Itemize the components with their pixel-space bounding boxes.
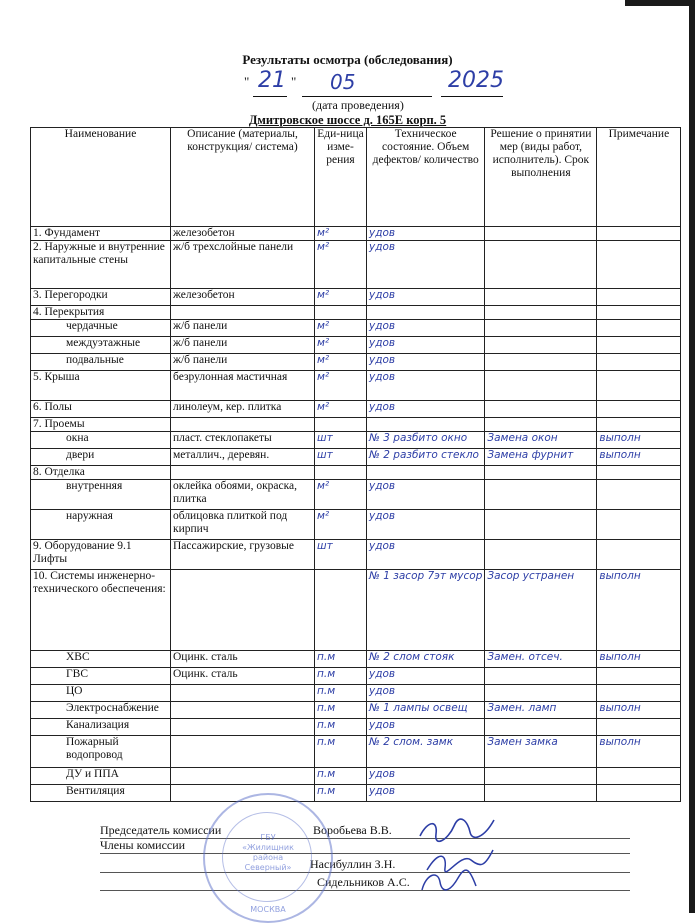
row-decision [485,241,597,289]
row-condition: удов [367,510,485,540]
row-unit: м² [315,337,367,354]
organization-stamp [203,793,333,923]
row-condition: удов [367,685,485,702]
header-note: Примечание [597,128,681,227]
date-year: 2025 [448,68,504,93]
row-name: 1. Фундамент [31,227,171,241]
row-name: Электроснабжение [31,702,171,719]
row-unit: м² [315,354,367,371]
row-unit [315,466,367,480]
header-decision: Решение о принятии мер (виды работ, исполнитель). Срок выполнения [485,128,597,227]
row-unit: м² [315,480,367,510]
row-note [597,241,681,289]
members-label: Члены комиссии [100,838,186,852]
row-description: Оцинк. сталь [171,668,315,685]
row-condition: № 3 разбито окно [367,432,485,449]
row-decision: Замен. ламп [485,702,597,719]
header-condition: Техническое состояние. Объем дефектов/ количество [367,128,485,227]
row-unit: п.м [315,651,367,668]
row-decision [485,418,597,432]
row-unit: п.м [315,668,367,685]
row-name: внутренняя [31,480,171,510]
row-unit: п.м [315,702,367,719]
row-name: ГВС [31,668,171,685]
table-row [31,736,681,768]
table-row [31,540,681,570]
address: Дмитровское шоссе д. 165Е корп. 5 [248,113,447,127]
row-note: выполн [597,702,681,719]
row-decision [485,768,597,785]
row-description: ж/б панели [171,320,315,337]
row-condition: удов [367,241,485,289]
row-name: Вентиляция [31,785,171,802]
row-description: безрулонная мастичная [171,371,315,401]
row-description [171,570,315,651]
scan-edge [689,0,695,913]
row-description [171,768,315,785]
row-unit: м² [315,227,367,241]
row-name: 8. Отделка [31,466,171,480]
row-decision [485,289,597,306]
stamp-city: МОСКВА [250,905,286,914]
row-unit: м² [315,320,367,337]
date-month: 05 [330,70,356,94]
row-note [597,227,681,241]
row-note [597,337,681,354]
row-description: оклейка обоями, окраска, плитка [171,480,315,510]
row-note [597,401,681,418]
row-name: 3. Перегородки [31,289,171,306]
member-2-name: Сидельников А.С. [317,875,410,889]
row-description: железобетон [171,227,315,241]
row-unit: п.м [315,785,367,802]
row-note: выполн [597,432,681,449]
row-name: 2. Наружные и внутренние капитальные стены [31,241,171,289]
table-row [31,768,681,785]
row-unit: п.м [315,736,367,768]
row-decision [485,371,597,401]
member-2-signature [418,866,478,900]
row-name: 4. Перекрытия [31,306,171,320]
row-unit [315,306,367,320]
row-name: 6. Полы [31,401,171,418]
row-name: ДУ и ППА [31,768,171,785]
row-description: линолеум, кер. плитка [171,401,315,418]
stamp-line-2: «Жилищник [242,843,294,852]
row-note [597,371,681,401]
stamp-line-3: района [252,853,284,862]
table-row [31,685,681,702]
row-description: ж/б трехслойные панели [171,241,315,289]
row-unit: м² [315,241,367,289]
row-condition: удов [367,227,485,241]
row-unit [315,570,367,651]
row-name: чердачные [31,320,171,337]
row-condition [367,306,485,320]
row-decision [485,668,597,685]
row-description [171,702,315,719]
row-condition: № 1 засор 7эт мусор [367,570,485,651]
table-row [31,702,681,719]
header-unit: Еди-ница изме-рения [315,128,367,227]
table-row [31,337,681,354]
row-decision [485,685,597,702]
stamp-line-4: Северный» [244,863,292,872]
row-unit: п.м [315,768,367,785]
row-condition: № 2 разбито стекло [367,449,485,466]
row-condition: № 2 слом. замк [367,736,485,768]
members-line [100,853,630,854]
row-name: окна [31,432,171,449]
row-decision [485,785,597,802]
table-row [31,719,681,736]
table-row [31,466,681,480]
row-description [171,685,315,702]
row-note [597,306,681,320]
quote-close: " [291,74,297,89]
row-description: ж/б панели [171,337,315,354]
row-note: выполн [597,570,681,651]
row-note: выполн [597,449,681,466]
row-unit: м² [315,371,367,401]
row-decision [485,354,597,371]
row-unit: п.м [315,719,367,736]
row-name: наружная [31,510,171,540]
row-unit: шт [315,432,367,449]
row-unit [315,418,367,432]
row-condition: № 2 слом стояк [367,651,485,668]
row-note: выполн [597,651,681,668]
table-row [31,227,681,241]
table-row [31,401,681,418]
row-description [171,466,315,480]
row-description [171,418,315,432]
table-row [31,651,681,668]
table-row [31,785,681,802]
row-name: 7. Проемы [31,418,171,432]
row-decision: Замена фурнит [485,449,597,466]
row-condition [367,466,485,480]
row-description: металлич., деревян. [171,449,315,466]
stamp-line-1: ГБУ [260,833,276,842]
row-decision [485,466,597,480]
row-condition: удов [367,320,485,337]
table-row [31,480,681,510]
row-name: 5. Крыша [31,371,171,401]
row-decision [485,401,597,418]
row-condition: № 1 лампы освещ [367,702,485,719]
row-description [171,736,315,768]
inspection-table [30,127,681,802]
row-name: двери [31,449,171,466]
row-name: Канализация [31,719,171,736]
row-description: Оцинк. сталь [171,651,315,668]
row-condition: удов [367,719,485,736]
header-name: Наименование [31,128,171,227]
row-condition: удов [367,768,485,785]
row-note: выполн [597,736,681,768]
row-description [171,719,315,736]
row-name: ХВС [31,651,171,668]
year-underline [441,96,503,97]
month-underline [302,96,432,97]
row-note [597,354,681,371]
row-description: пласт. стеклопакеты [171,432,315,449]
chairman-label: Председатель комиссии [100,823,222,837]
row-decision [485,306,597,320]
row-decision [485,510,597,540]
row-unit: м² [315,289,367,306]
row-name: Пожарный водопровод [31,736,171,768]
row-note [597,466,681,480]
row-name: 10. Системы инженерно-технического обеспечения: [31,570,171,651]
row-name: подвальные [31,354,171,371]
table-row [31,449,681,466]
row-condition: удов [367,354,485,371]
member-1-line [100,872,630,873]
row-note [597,668,681,685]
row-decision [485,719,597,736]
row-decision [485,227,597,241]
row-unit: п.м [315,685,367,702]
row-decision: Замена окон [485,432,597,449]
table-row [31,354,681,371]
scan-edge-top [625,0,695,6]
row-description: ж/б панели [171,354,315,371]
row-condition: удов [367,371,485,401]
row-note [597,480,681,510]
row-name: ЦО [31,685,171,702]
row-condition: удов [367,289,485,306]
row-note [597,768,681,785]
row-description: облицовка плиткой под кирпич [171,510,315,540]
member-1-name: Насибуллин З.Н. [310,857,396,871]
document-title: Результаты осмотра (обследования) [242,52,453,67]
row-condition: удов [367,480,485,510]
header-description: Описание (материалы, конструкция/ система) [171,128,315,227]
row-unit: шт [315,540,367,570]
row-name: 9. Оборудование 9.1 Лифты [31,540,171,570]
row-note [597,320,681,337]
row-decision: Замен. отсеч. [485,651,597,668]
table-row [31,432,681,449]
row-condition: удов [367,540,485,570]
row-description [171,306,315,320]
row-unit: м² [315,510,367,540]
row-condition: удов [367,668,485,685]
row-decision [485,480,597,510]
row-description: железобетон [171,289,315,306]
row-note [597,785,681,802]
day-underline [253,96,287,97]
row-decision: Засор устранен [485,570,597,651]
row-note [597,418,681,432]
date-day: 21 [258,68,286,93]
table-row [31,510,681,540]
table-row [31,241,681,289]
quote-open: " [244,74,250,89]
row-note [597,685,681,702]
row-decision [485,540,597,570]
row-name: междуэтажные [31,337,171,354]
chairman-name: Воробьева В.В. [313,823,392,837]
row-condition [367,418,485,432]
table-row [31,668,681,685]
table-row [31,570,681,651]
table-row [31,320,681,337]
table-row [31,371,681,401]
row-description: Пассажирские, грузовые [171,540,315,570]
row-note [597,289,681,306]
row-unit: м² [315,401,367,418]
row-condition: удов [367,785,485,802]
row-note [597,719,681,736]
date-caption: (дата проведения) [312,98,404,112]
table-row [31,289,681,306]
row-decision: Замен замка [485,736,597,768]
row-note [597,540,681,570]
table-row [31,306,681,320]
row-decision [485,337,597,354]
row-decision [485,320,597,337]
row-condition: удов [367,401,485,418]
chairman-signature [418,816,498,848]
row-note [597,510,681,540]
row-condition: удов [367,337,485,354]
member-2-line [100,890,630,891]
row-unit: шт [315,449,367,466]
table-row [31,418,681,432]
